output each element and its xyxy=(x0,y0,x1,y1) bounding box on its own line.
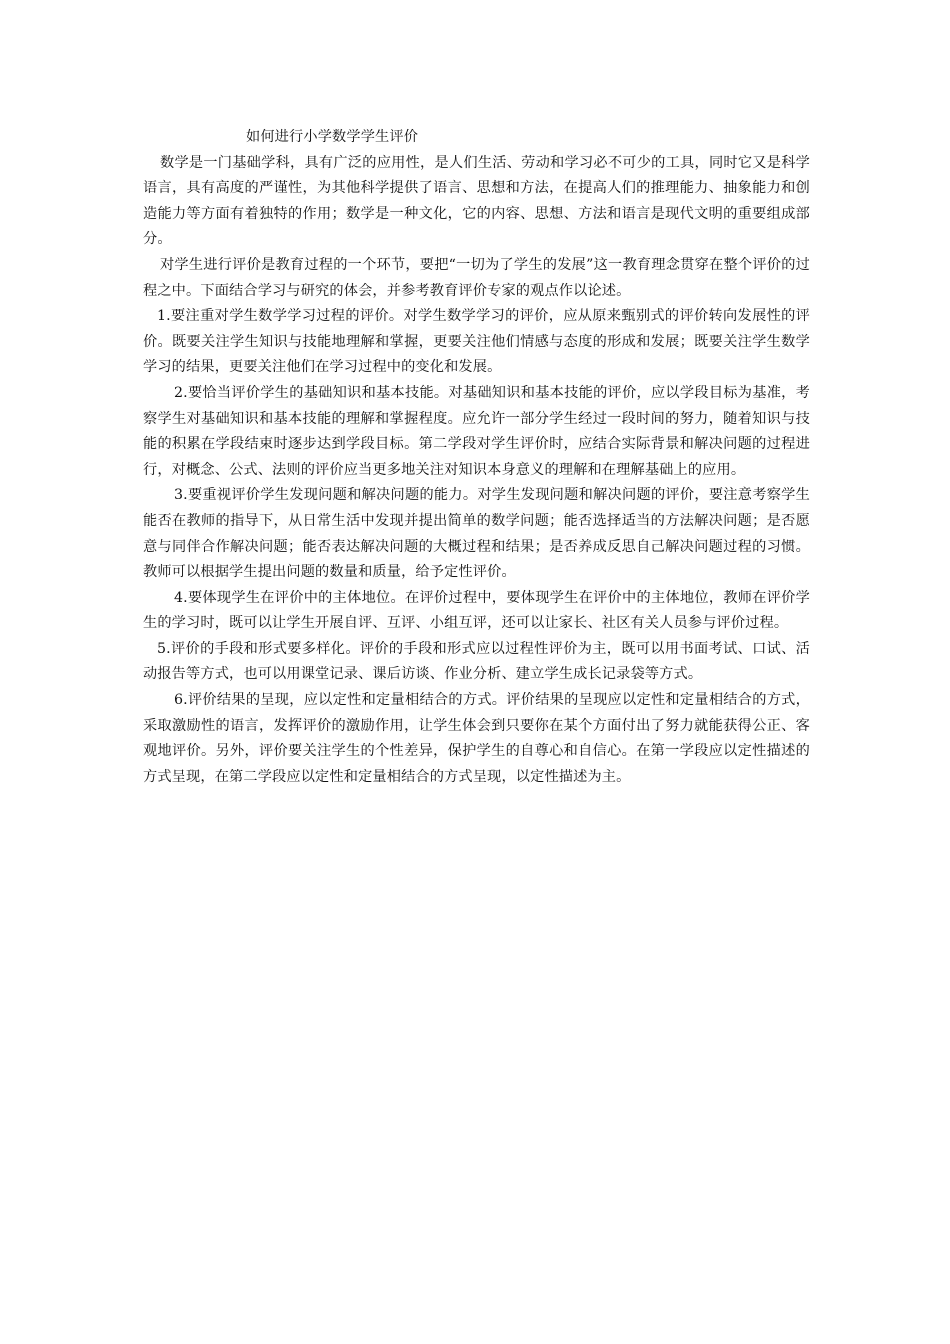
paragraph-point-6: 6.评价结果的呈现，应以定性和定量相结合的方式。评价结果的呈现应以定性和定量相结合的方式，采取激励性的语言，发挥评价的激励作用，让学生体会到只要你在某个方面付出了努力就能获得公正、客观地评价。另外，评价要关注学生的个性差异，保护学生的自尊心和自信心。在第一学段应以定性描述的方式呈现，在第二学段应以定性和定量相结合的方式呈现，以定性描述为主。 xyxy=(143,692,810,785)
document-title: 如何进行小学数学学生评价 xyxy=(246,129,419,145)
paragraph-evaluation-purpose: 对学生进行评价是教育过程的一个环节，要把“一切为了学生的发展”这一教育理念贯穿在整个评价的过程之中。下面结合学习与研究的体会，并参考教育评价专家的观点作以论述。 xyxy=(143,256,810,299)
paragraph-point-2: 2.要恰当评价学生的基础知识和基本技能。对基础知识和基本技能的评价，应以学段目标为基准，考察学生对基础知识和基本技能的理解和掌握程度。应允许一部分学生经过一段时间的努力，随着知识与技能的积累在学段结束时逐步达到学段目标。第二学段对学生评价时，应结合实际背景和解决问题的过程进行，对概念、公式、法则的评价应当更多地关注对知识本身意义的理解和在理解基础上的应用。 xyxy=(143,384,810,478)
paragraph-point-3: 3.要重视评价学生发现问题和解决问题的能力。对学生发现问题和解决问题的评价，要注意考察学生能否在教师的指导下，从日常生活中发现并提出简单的数学问题；能否选择适当的方法解决问题；是否愿意与同伴合作解决问题；能否表达解决问题的大概过程和结果；是否养成反思自己解决问题过程的习惯。教师可以根据学生提出问题的数量和质量，给予定性评价。 xyxy=(143,487,810,581)
paragraph-intro-mathematics: 数学是一门基础学科，具有广泛的应用性，是人们生活、劳动和学习必不可少的工具，同时它又是科学语言，具有高度的严谨性，为其他科学提供了语言、思想和方法，在提高人们的推理能力、抽象能力和创造能力等方面有着独特的作用；数学是一种文化，它的内容、思想、方法和语言是现代文明的重要组成部分。 xyxy=(143,154,810,248)
paragraph-point-4: 4.要体现学生在评价中的主体地位。在评价过程中，要体现学生在评价中的主体地位，教师在评价学生的学习时，既可以让学生开展自评、互评、小组互评，还可以让家长、社区有关人员参与评价过程。 xyxy=(143,589,810,632)
paragraph-point-1: 1.要注重对学生数学学习过程的评价。对学生数学学习的评价，应从原来甄别式的评价转向发展性的评价。既要关注学生知识与技能地理解和掌握，更要关注他们情感与态度的形成和发展；既要关注学生数学学习的结果，更要关注他们在学习过程中的变化和发展。 xyxy=(143,308,810,376)
paragraph-point-5: 5.评价的手段和形式要多样化。评价的手段和形式应以过程性评价为主，既可以用书面考试、口试、活动报告等方式，也可以用课堂记录、课后访谈、作业分析、建立学生成长记录袋等方式。 xyxy=(143,640,810,683)
document-body xyxy=(143,125,810,790)
